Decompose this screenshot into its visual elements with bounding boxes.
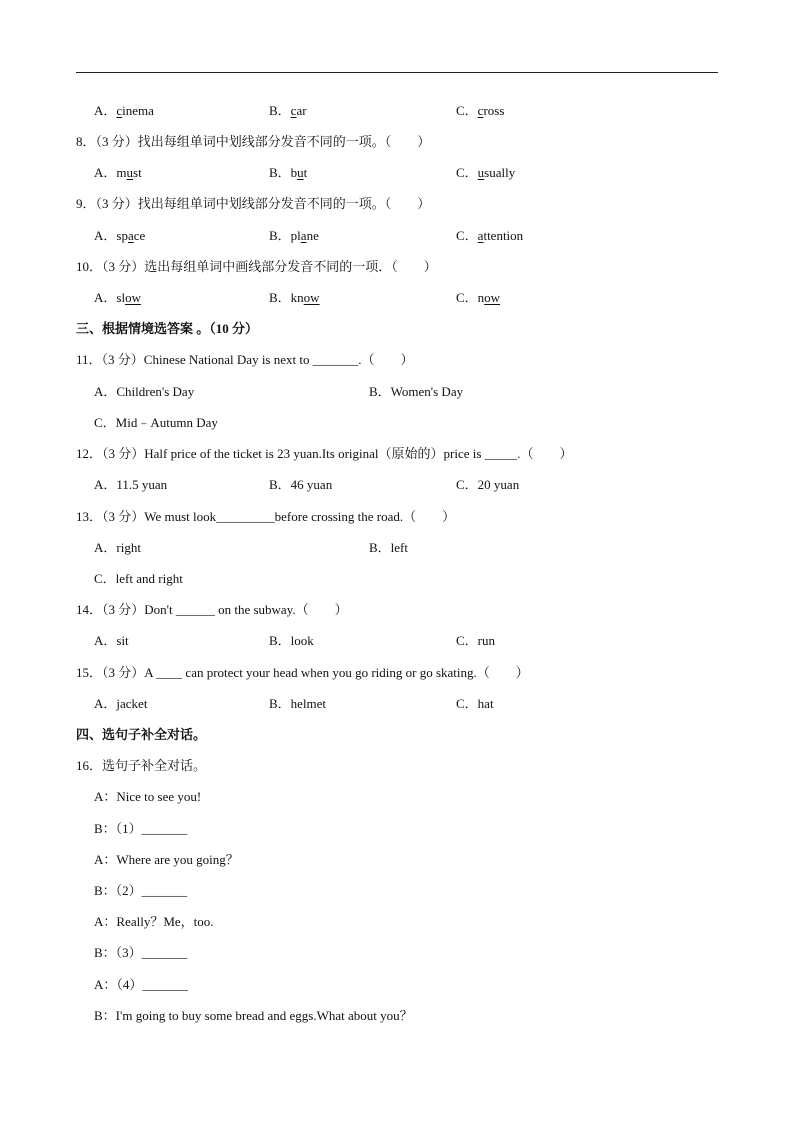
q10-text: 10．（3 分）选出每组单词中画线部分发音不同的一项．（ ） [76, 259, 437, 274]
q11-text: 11．（3 分）Chinese National Day is next to _______.（ ） [76, 352, 414, 367]
q15-option-c[interactable]: C．hat [456, 696, 494, 711]
q13-text: 13．（3 分）We must look_________before crossing the road.（ ） [76, 509, 456, 524]
q16-text: 16．选句子补全对话。 [76, 758, 207, 773]
q10-option-a[interactable]: A．slow [94, 290, 141, 305]
q7-option-c[interactable]: C．cross [456, 103, 505, 118]
header-rule [76, 72, 718, 73]
dialogue-line: A：Nice to see you! [94, 789, 202, 804]
q10-option-b[interactable]: B．know [269, 290, 320, 305]
q12-text: 12．（3 分）Half price of the ticket is 23 yuan.Its original（原始的）price is _____.（ ） [76, 446, 573, 461]
q9-option-c[interactable]: C．attention [456, 228, 524, 243]
q11-option-b[interactable]: B．Women's Day [369, 384, 464, 399]
q13-option-c[interactable]: C．left and right [94, 571, 183, 586]
section-3-heading: 三、根据情境选答案 。（10 分） [76, 321, 259, 336]
q12-option-c[interactable]: C．20 yuan [456, 477, 520, 492]
q7-option-a[interactable]: A．cinema [94, 103, 154, 118]
dialogue-line: A：Really？Me，too. [94, 914, 214, 929]
q14-text: 14．（3 分）Don't ______ on the subway.（ ） [76, 602, 348, 617]
q14-option-b[interactable]: B．look [269, 633, 314, 648]
q15-text: 15．（3 分）A ____ can protect your head when you go riding or go skating.（ ） [76, 665, 529, 680]
q14-option-c[interactable]: C．run [456, 633, 496, 648]
dialogue-line[interactable]: B：（2）_______ [94, 883, 188, 898]
q14-option-a[interactable]: A．sit [94, 633, 129, 648]
section-4-heading: 四、选句子补全对话。 [76, 727, 207, 742]
q15-option-a[interactable]: A．jacket [94, 696, 148, 711]
q8-text: 8．（3 分）找出每组单词中划线部分发音不同的一项。（ ） [76, 134, 431, 149]
dialogue-line[interactable]: B：（3）_______ [94, 945, 188, 960]
q11-option-c[interactable]: C．Mid﹣Autumn Day [94, 415, 218, 430]
q13-option-b[interactable]: B．left [369, 540, 408, 555]
q9-option-b[interactable]: B．plane [269, 228, 319, 243]
q8-option-a[interactable]: A．must [94, 165, 142, 180]
q9-option-a[interactable]: A．space [94, 228, 146, 243]
q7-option-b[interactable]: B．car [269, 103, 307, 118]
q12-option-b[interactable]: B．46 yuan [269, 477, 333, 492]
dialogue-line[interactable]: B：（1）_______ [94, 821, 188, 836]
dialogue-line: A：Where are you going？ [94, 852, 239, 867]
dialogue-line[interactable]: A：（4）_______ [94, 977, 188, 992]
q9-text: 9．（3 分）找出每组单词中划线部分发音不同的一项。（ ） [76, 196, 431, 211]
q15-option-b[interactable]: B．helmet [269, 696, 327, 711]
q11-option-a[interactable]: A．Children's Day [94, 384, 195, 399]
dialogue-line: B：I'm going to buy some bread and eggs.What about you？ [94, 1008, 413, 1023]
q10-option-c[interactable]: C．now [456, 290, 501, 305]
q8-option-b[interactable]: B．but [269, 165, 308, 180]
q13-option-a[interactable]: A．right [94, 540, 141, 555]
q8-option-c[interactable]: C．usually [456, 165, 516, 180]
q12-option-a[interactable]: A．11.5 yuan [94, 477, 168, 492]
